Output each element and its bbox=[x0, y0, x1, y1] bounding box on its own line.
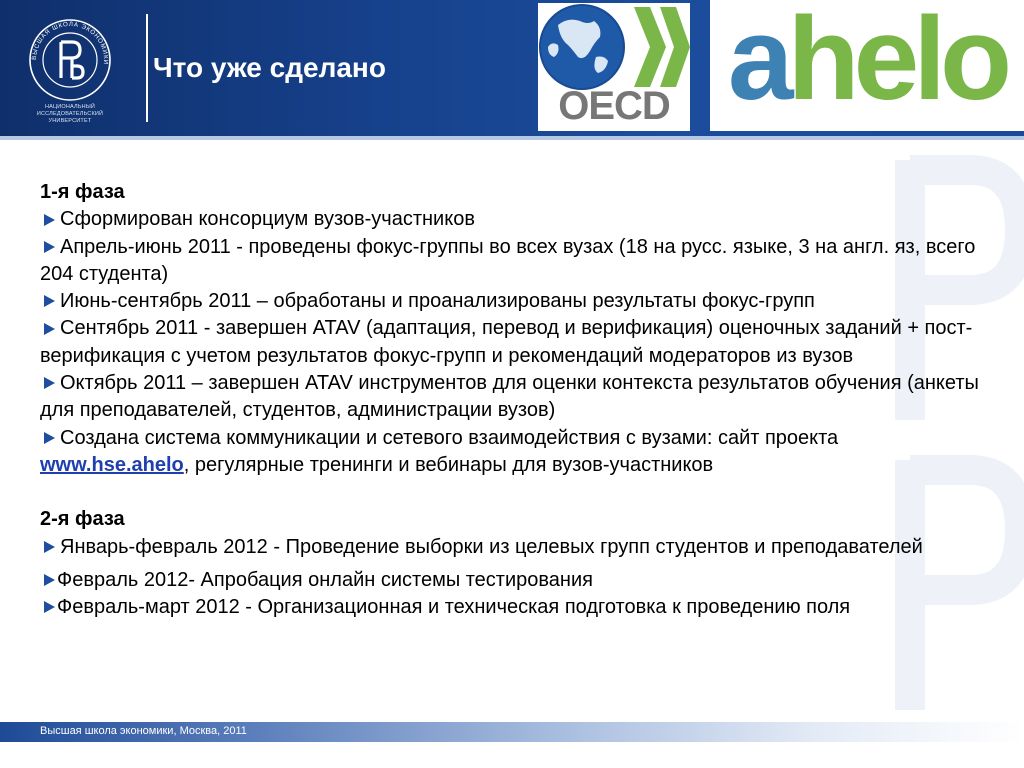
project-site-link[interactable]: www.hse.ahelo bbox=[40, 453, 184, 476]
bullet-arrow-icon bbox=[44, 377, 55, 389]
bullet-arrow-icon bbox=[44, 323, 55, 335]
footer-text: Высшая школа экономики, Москва, 2011 bbox=[40, 725, 247, 737]
list-item bbox=[40, 315, 980, 370]
list-item bbox=[40, 594, 980, 621]
list-item bbox=[40, 425, 980, 480]
phase-2-title: 2-я фаза bbox=[40, 508, 125, 531]
item-text-tail: , регулярные тренинги и вебинары для вузов-участников bbox=[183, 453, 714, 476]
item-text: Сформирован консорциум вузов-участников bbox=[60, 208, 475, 231]
list-item bbox=[40, 534, 980, 561]
bullet-arrow-icon bbox=[44, 601, 55, 613]
item-text: Февраль-март 2012 - Организационная и техническая подготовка к проведению поля bbox=[57, 596, 851, 619]
globe-icon bbox=[538, 3, 690, 93]
bullet-arrow-icon bbox=[44, 295, 55, 307]
hse-caption: НАЦИОНАЛЬНЫЙ ИССЛЕДОВАТЕЛЬСКИЙ УНИВЕРСИТЕТ bbox=[36, 104, 104, 124]
oecd-logo bbox=[538, 3, 690, 131]
ahelo-logo bbox=[710, 0, 1024, 131]
item-text: Создана система коммуникации и сетевого взаимодействия с вузами: сайт проекта bbox=[60, 426, 839, 449]
ahelo-logo-text: ahelo bbox=[727, 0, 1007, 125]
header-divider bbox=[146, 14, 148, 122]
list-item bbox=[40, 288, 980, 315]
item-text: Февраль 2012- Апробация онлайн системы тестирования bbox=[57, 568, 593, 591]
list-item bbox=[40, 234, 980, 289]
slide-content bbox=[40, 179, 980, 621]
hse-emblem-icon bbox=[28, 18, 112, 102]
item-text: Октябрь 2011 – завершен ATAV инструментов для оценки контекста результатов обучения (анкеты для преподавателей, студентов, администрации вузов) bbox=[40, 372, 979, 422]
footer-bar bbox=[0, 722, 1024, 742]
phase-1-title: 1-я фаза bbox=[40, 181, 125, 203]
hse-ring-text: ВЫСШАЯ ШКОЛА ЭКОНОМИКИ bbox=[30, 20, 110, 66]
item-text: Июнь-сентябрь 2011 – обработаны и проанализированы результаты фокус-групп bbox=[60, 290, 815, 313]
item-text: Январь-февраль 2012 - Проведение выборки из целевых групп студентов и преподавателей bbox=[60, 535, 923, 558]
bullet-arrow-icon bbox=[44, 432, 55, 444]
list-item bbox=[40, 206, 980, 233]
bullet-arrow-icon bbox=[44, 241, 55, 253]
bullet-arrow-icon bbox=[44, 541, 55, 553]
bullet-arrow-icon bbox=[44, 214, 55, 226]
list-item bbox=[40, 567, 980, 594]
item-text: Апрель-июнь 2011 - проведены фокус-группы во всех вузах (18 на русс. языке, 3 на англ. яз, всего 204 студента) bbox=[40, 235, 976, 285]
header-banner bbox=[0, 0, 1024, 136]
item-text: Сентябрь 2011 - завершен ATAV (адаптация, перевод и верификация) оценочных заданий + пост-верификация с учетом результатов фокус-групп и рекомендаций модераторов из вузов bbox=[40, 317, 973, 367]
bullet-arrow-icon bbox=[44, 574, 55, 586]
oecd-logo-text: OECD bbox=[558, 84, 670, 128]
list-item bbox=[40, 370, 980, 425]
slide-title: Что уже сделано bbox=[153, 52, 386, 83]
